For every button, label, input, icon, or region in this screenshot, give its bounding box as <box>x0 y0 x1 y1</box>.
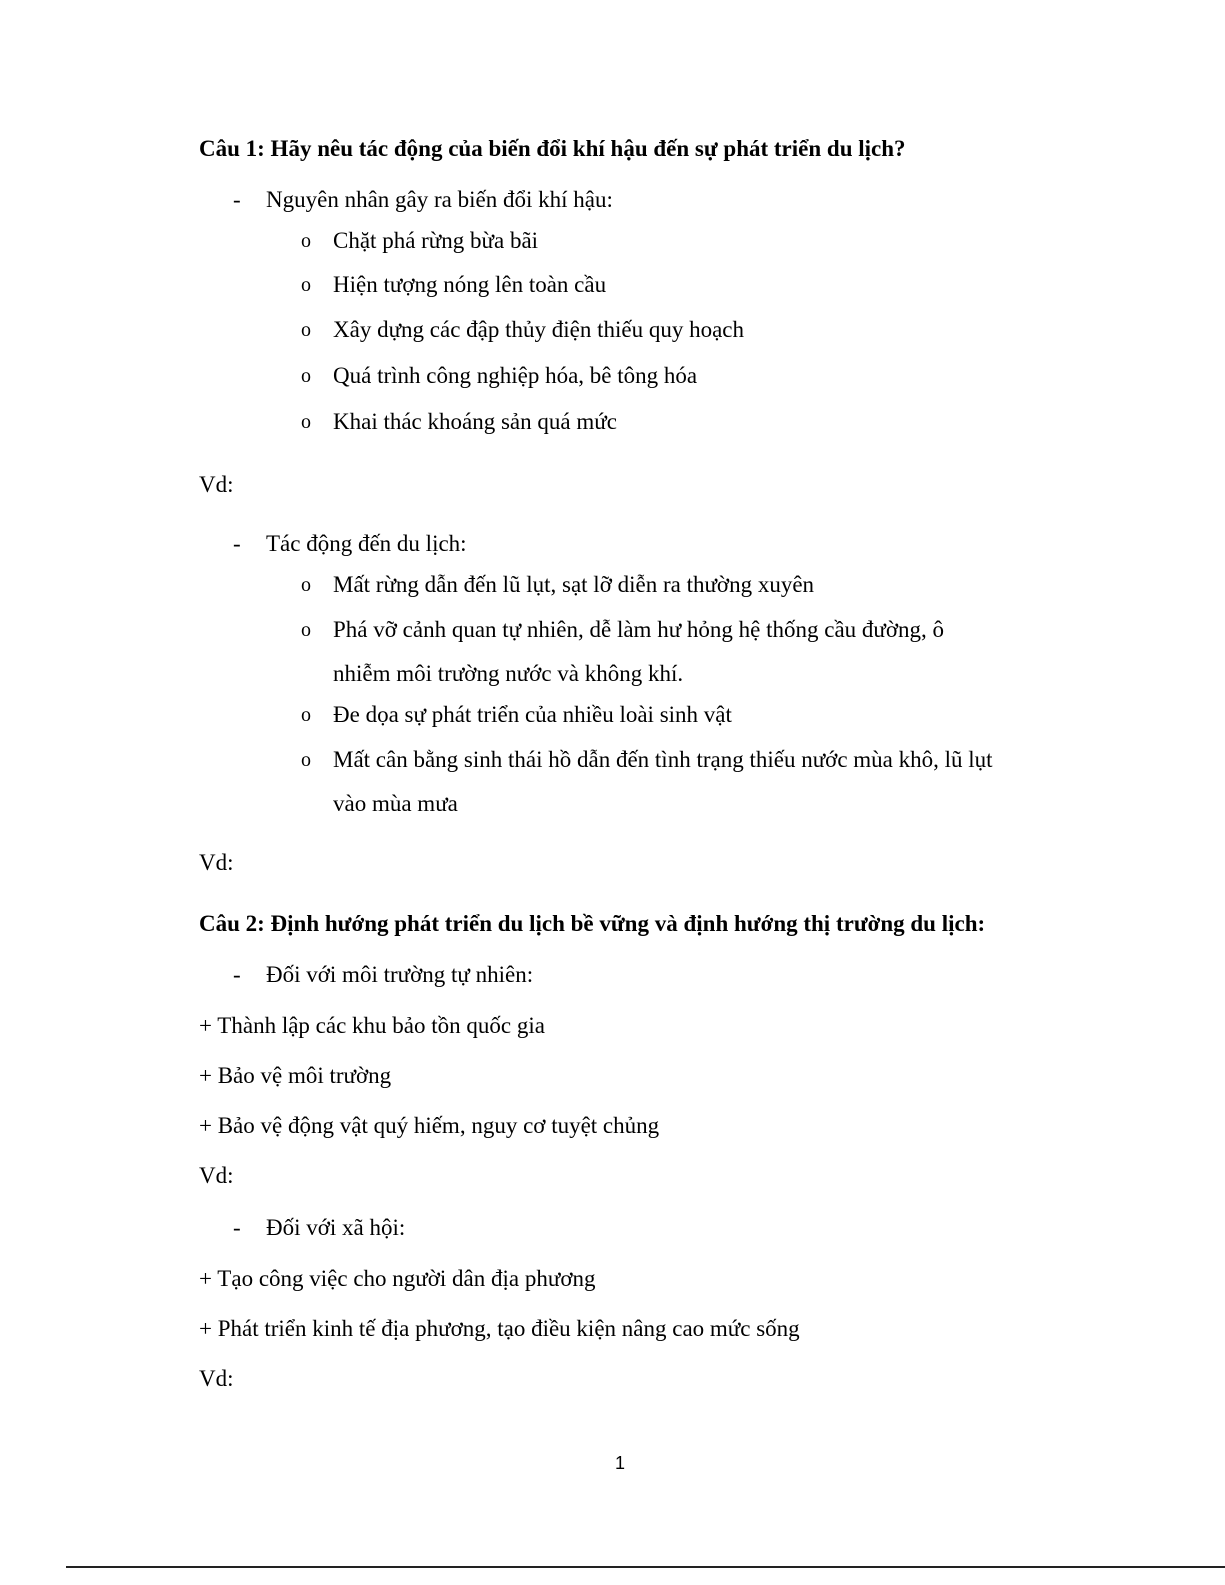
impact-item: Mất cân bằng sinh thái hồ dẫn đến tình trạng thiếu nước mùa khô, lũ lụt <box>333 747 993 772</box>
example-label: Vd: <box>199 850 234 875</box>
circle-bullet: o <box>301 619 311 641</box>
dash-bullet: - <box>233 1215 241 1240</box>
question-1-title: Câu 1: Hãy nêu tác động của biến đổi khí hậu đến sự phát triển du lịch? <box>199 136 906 161</box>
circle-bullet: o <box>301 574 311 596</box>
impact-item-continued: nhiễm môi trường nước và không khí. <box>333 661 684 686</box>
society-heading: Đối với xã hội: <box>266 1215 406 1240</box>
impact-item-continued: vào mùa mưa <box>333 791 458 816</box>
cause-item: Xây dựng các đập thủy điện thiếu quy hoạch <box>333 317 745 342</box>
example-label: Vd: <box>199 1366 234 1391</box>
causes-heading: Nguyên nhân gây ra biến đổi khí hậu: <box>266 187 613 212</box>
circle-bullet: o <box>301 704 311 726</box>
dash-bullet: - <box>233 962 241 987</box>
circle-bullet: o <box>301 274 311 296</box>
page-bottom-edge <box>66 1566 1225 1568</box>
circle-bullet: o <box>301 230 311 252</box>
circle-bullet: o <box>301 319 311 341</box>
example-label: Vd: <box>199 1163 234 1188</box>
circle-bullet: o <box>301 365 311 387</box>
nature-item: + Bảo vệ động vật quý hiếm, nguy cơ tuyệt chủng <box>199 1113 660 1138</box>
nature-item: + Thành lập các khu bảo tồn quốc gia <box>199 1013 545 1038</box>
page-number: 1 <box>614 1453 625 1473</box>
society-item: + Phát triển kinh tế địa phương, tạo điều kiện nâng cao mức sống <box>199 1316 800 1341</box>
impacts-heading: Tác động đến du lịch: <box>266 531 467 556</box>
cause-item: Chặt phá rừng bừa bãi <box>333 228 539 253</box>
circle-bullet: o <box>301 749 311 771</box>
circle-bullet: o <box>301 411 311 433</box>
nature-heading: Đối với môi trường tự nhiên: <box>266 962 534 987</box>
question-2-title: Câu 2: Định hướng phát triển du lịch bề vững và định hướng thị trường du lịch: <box>199 911 986 936</box>
impact-item: Đe dọa sự phát triển của nhiều loài sinh vật <box>333 702 732 727</box>
dash-bullet: - <box>233 531 241 556</box>
nature-item: + Bảo vệ môi trường <box>199 1063 392 1088</box>
impact-item: Mất rừng dẫn đến lũ lụt, sạt lỡ diễn ra thường xuyên <box>333 572 815 597</box>
society-item: + Tạo công việc cho người dân địa phương <box>199 1266 596 1291</box>
cause-item: Khai thác khoáng sản quá mức <box>333 409 617 434</box>
dash-bullet: - <box>233 187 241 212</box>
cause-item: Quá trình công nghiệp hóa, bê tông hóa <box>333 363 698 388</box>
cause-item: Hiện tượng nóng lên toàn cầu <box>333 272 607 297</box>
impact-item: Phá vỡ cảnh quan tự nhiên, dễ làm hư hỏng hệ thống cầu đường, ô <box>333 617 945 642</box>
example-label: Vd: <box>199 472 234 497</box>
